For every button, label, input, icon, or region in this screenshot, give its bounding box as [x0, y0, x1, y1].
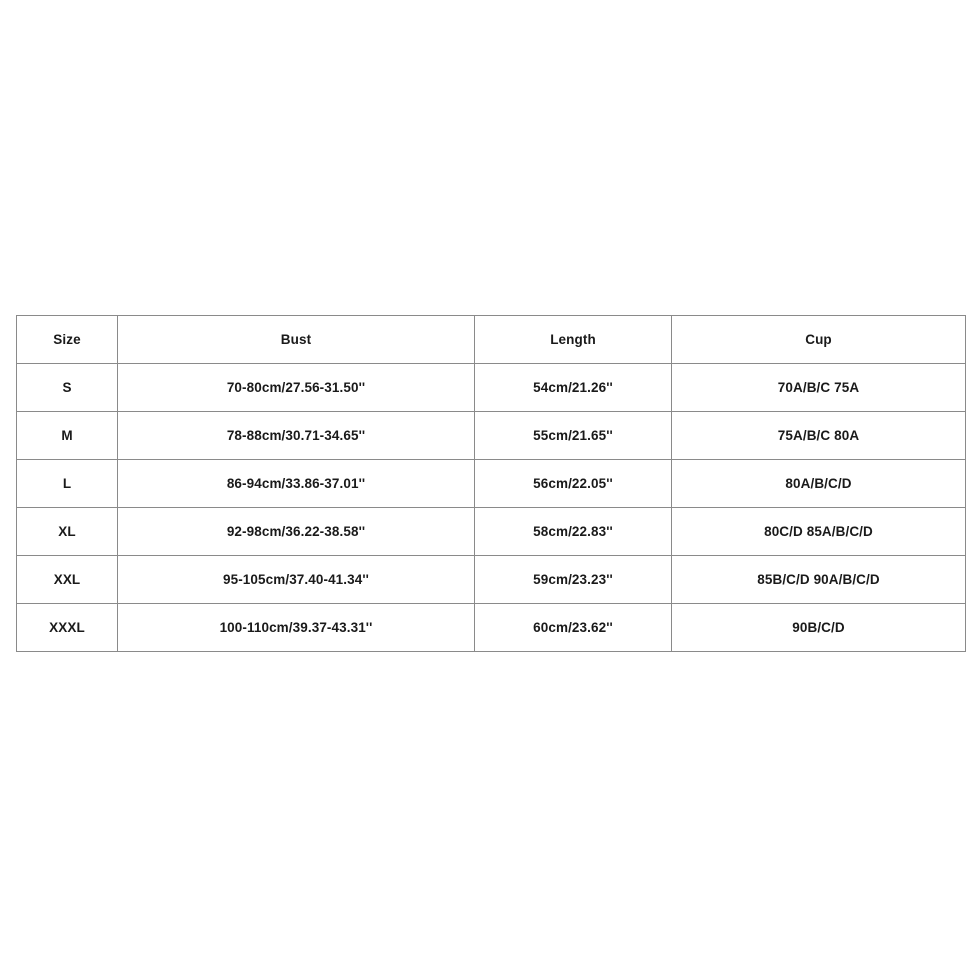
table-row: [17, 556, 966, 604]
header-bust: Bust: [118, 316, 475, 364]
cell-size: S: [17, 364, 118, 412]
cell-length: 60cm/23.62'': [475, 604, 672, 652]
cell-bust: 92-98cm/36.22-38.58'': [118, 508, 475, 556]
cell-size: XXL: [17, 556, 118, 604]
cell-cup: 70A/B/C 75A: [672, 364, 966, 412]
cell-size: L: [17, 460, 118, 508]
table-row: [17, 604, 966, 652]
table-header-row: [17, 316, 966, 364]
cell-cup: 80C/D 85A/B/C/D: [672, 508, 966, 556]
cell-size: M: [17, 412, 118, 460]
cell-bust: 100-110cm/39.37-43.31'': [118, 604, 475, 652]
cell-length: 54cm/21.26'': [475, 364, 672, 412]
cell-length: 56cm/22.05'': [475, 460, 672, 508]
cell-cup: 90B/C/D: [672, 604, 966, 652]
table-row: [17, 412, 966, 460]
cell-cup: 75A/B/C 80A: [672, 412, 966, 460]
cell-bust: 78-88cm/30.71-34.65'': [118, 412, 475, 460]
table-row: [17, 508, 966, 556]
size-chart-table: [16, 315, 966, 652]
cell-cup: 85B/C/D 90A/B/C/D: [672, 556, 966, 604]
cell-length: 55cm/21.65'': [475, 412, 672, 460]
cell-size: XL: [17, 508, 118, 556]
cell-size: XXXL: [17, 604, 118, 652]
header-size: Size: [17, 316, 118, 364]
cell-bust: 95-105cm/37.40-41.34'': [118, 556, 475, 604]
cell-bust: 70-80cm/27.56-31.50'': [118, 364, 475, 412]
header-cup: Cup: [672, 316, 966, 364]
header-length: Length: [475, 316, 672, 364]
cell-bust: 86-94cm/33.86-37.01'': [118, 460, 475, 508]
table-row: [17, 364, 966, 412]
table-row: [17, 460, 966, 508]
cell-length: 58cm/22.83'': [475, 508, 672, 556]
cell-cup: 80A/B/C/D: [672, 460, 966, 508]
cell-length: 59cm/23.23'': [475, 556, 672, 604]
